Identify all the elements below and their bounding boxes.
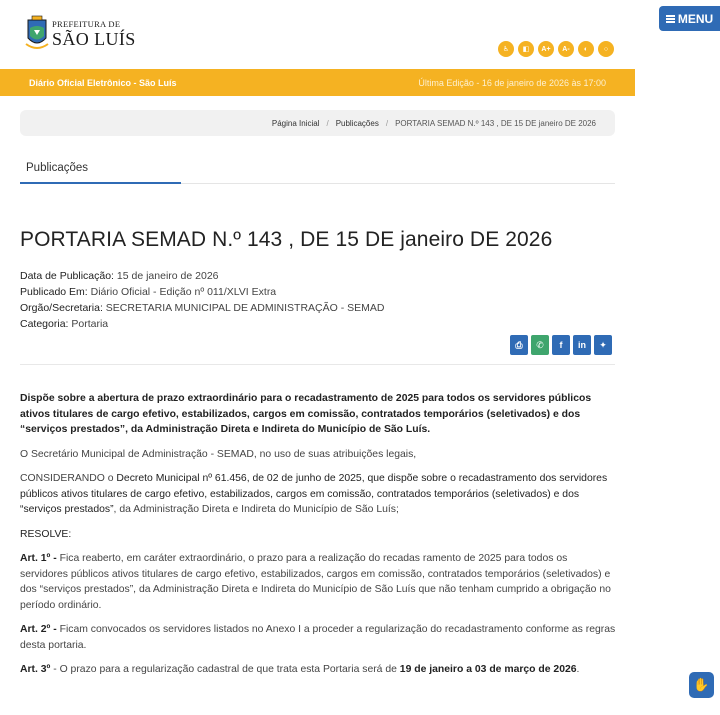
breadcrumb-separator: / [326, 118, 329, 128]
logo-small-text: PREFEITURA DE [52, 19, 121, 30]
contrast-icon[interactable]: ◐ [578, 41, 594, 57]
city-crest-icon [24, 14, 50, 54]
publication-meta [20, 268, 384, 332]
article-3: Art. 3º - O prazo para a regularização cadastral de que trata esta Portaria será de 19 de janeiro a 03 de março de 2026. [20, 664, 580, 675]
page-title: PORTARIA SEMAD N.º 143 , DE 15 DE janeiro DE 2026 [20, 228, 553, 251]
menu-button[interactable] [659, 6, 720, 31]
site-header [0, 0, 720, 70]
font-decrease-icon[interactable]: A- [558, 41, 574, 57]
meta-date: Data de Publicação: 15 de janeiro de 2026 [20, 270, 219, 282]
font-increase-icon[interactable]: A+ [538, 41, 554, 57]
breadcrumb-home[interactable]: Página Inicial [271, 118, 320, 128]
diario-title[interactable]: Diário Oficial Eletrônico - São Luís [29, 77, 177, 88]
resolve-label: RESOLVE: [20, 528, 72, 540]
publication-body [20, 391, 618, 687]
meta-category: Categoria: Portaria [20, 318, 109, 330]
twitter-button[interactable]: ✦ [594, 335, 612, 355]
facebook-button[interactable]: f [552, 335, 570, 355]
breadcrumb-separator: / [385, 118, 389, 128]
diario-bar [0, 69, 635, 96]
whatsapp-button[interactable]: ✆ [531, 335, 549, 355]
breadcrumb-current: PORTARIA SEMAD N.º 143 , DE 15 DE janeiro DE 2026 [395, 118, 596, 128]
menu-label: MENU [677, 11, 714, 26]
prefeitura-logo[interactable] [24, 14, 136, 54]
tab-bar [20, 162, 615, 184]
considerando-paragraph: CONSIDERANDO o Decreto Municipal nº 61.456, de 02 de junho de 2025, que dispõe sobre o recadastramento dos servidores públicos ativos titulares de cargo efetivo, estabilizados, cargos em comissão, contratados temporários (seletivados) e dos “serviços prestados”, da Administração Direta e Indireta do Município de São Luís; [20, 473, 608, 515]
tab-publicacoes[interactable]: Publicações [20, 162, 181, 184]
print-button[interactable]: ⎙ [510, 335, 528, 355]
reset-icon[interactable]: ○ [598, 41, 614, 57]
breadcrumb-section[interactable]: Publicações [335, 118, 379, 128]
article-2: Art. 2º - Ficam convocados os servidores listados no Anexo I a proceder a regularização do recadastramento conforme as regras desta portaria. [20, 624, 616, 651]
intro-paragraph: O Secretário Municipal de Administração - SEMAD, no uso de suas atribuições legais, [20, 448, 417, 460]
accessibility-toolbar [498, 41, 614, 57]
logo-big-text: SÃO LUÍS [52, 28, 136, 49]
last-edition-text: Última Edição - 16 de janeiro de 2026 às 17:00 [418, 77, 606, 88]
ementa: Dispõe sobre a abertura de prazo extraordinário para o recadastramento de 2025 para todos os servidores públicos ativos titulares de cargo efetivo, estabilizados, cargos em comissão, contratados temporários (seletivados) e dos “serviços prestados”, da Administração Direta e Indireta do Município de São Luís. [20, 393, 592, 435]
linkedin-button[interactable]: in [573, 335, 591, 355]
hamburger-icon [666, 15, 675, 23]
vlibras-hands-icon[interactable]: ✋ [689, 672, 714, 698]
content-divider [20, 364, 615, 365]
breadcrumb [20, 110, 615, 136]
sign-language-icon[interactable]: ◧ [518, 41, 534, 57]
article-1: Art. 1º - Fica reaberto, em caráter extraordinário, o prazo para a realização do recadas ramento de 2025 para todos os servidores públicos ativos titulares de cargo efetivo, estabilizados, cargos em comissão, contratados temporários (seletivados) e dos “serviços prestados”, da Administração Direta e Indireta do Município de São Luís que não tenham cumprido a obrigação no período ordinário. [20, 553, 611, 611]
wheelchair-icon[interactable]: ♿ [498, 41, 514, 57]
meta-published: Publicado Em: Diário Oficial - Edição nº 011/XLVI Extra [20, 286, 277, 298]
share-buttons [510, 335, 612, 355]
meta-organ: Orgão/Secretaria: SECRETARIA MUNICIPAL DE ADMINISTRAÇÃO - SEMAD [20, 302, 385, 314]
